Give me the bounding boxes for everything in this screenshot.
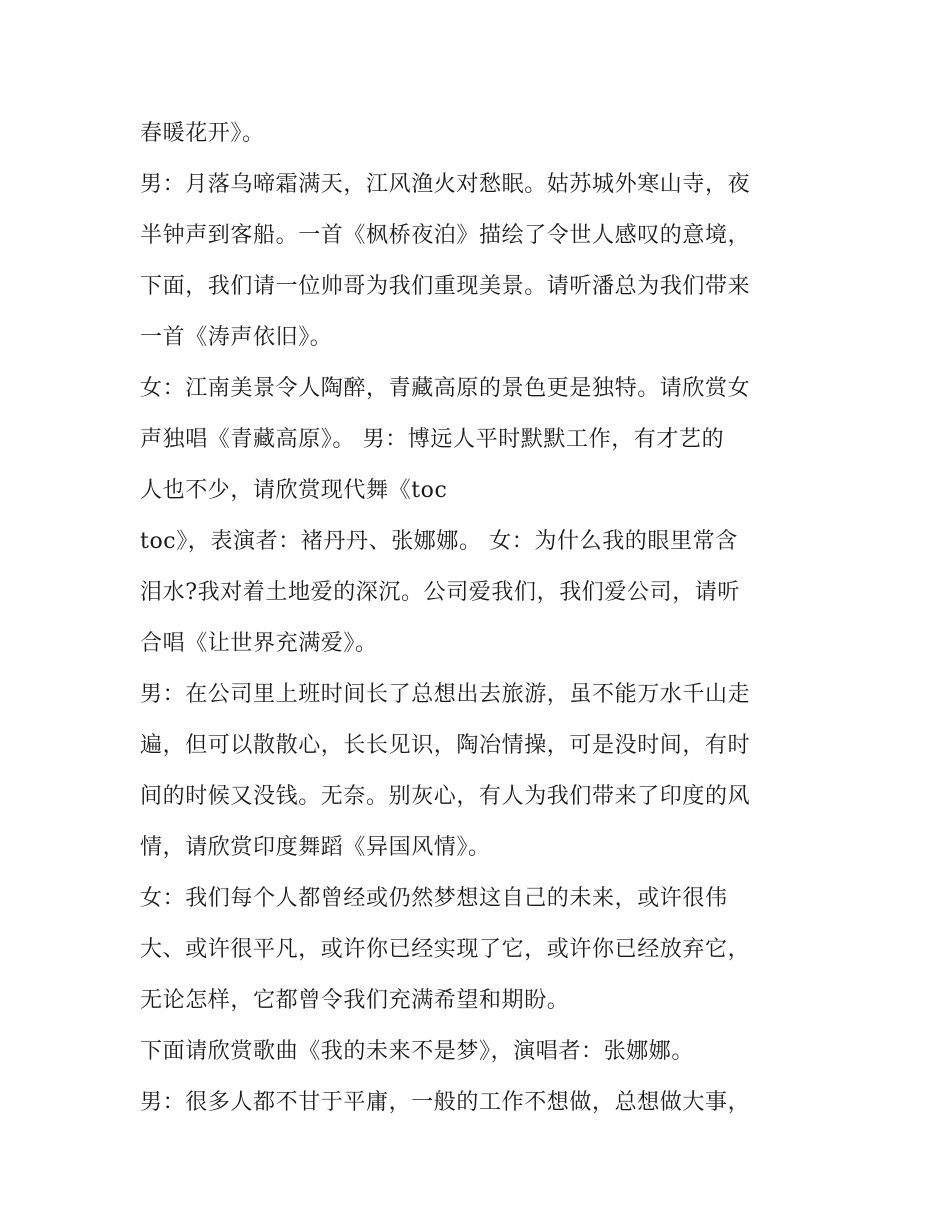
text-line: 女：江南美景令人陶醉，青藏高原的景色更是独特。请欣赏女 — [140, 376, 751, 401]
text-line: 男：很多人都不甘于平庸，一般的工作不想做，总想做大事， — [140, 1090, 751, 1115]
text-line: 情，请欣赏印度舞蹈《异国风情》。 — [140, 835, 491, 860]
text-line: 大、或许很平凡，或许你已经实现了它，或许你已经放弃它， — [140, 937, 751, 962]
text-line: 声独唱《青藏高原》。 男：博远人平时默默工作，有才艺的 — [140, 427, 725, 452]
text-line: 半钟声到客船。一首《枫桥夜泊》描绘了令世人感叹的意境， — [140, 223, 751, 248]
text-line: 女：我们每个人都曾经或仍然梦想这自己的未来，或许很伟 — [140, 886, 728, 911]
text-line: 一首《涛声依旧》。 — [140, 325, 333, 350]
text-line: 间的时候又没钱。无奈。别灰心，有人为我们带来了印度的风 — [140, 784, 751, 809]
text-line: 下面，我们请一位帅哥为我们重现美景。请听潘总为我们带来 — [140, 274, 751, 299]
text-line: 人也不少，请欣赏现代舞《toc — [140, 478, 448, 503]
text-line: 无论怎样，它都曾令我们充满希望和期盼。 — [140, 988, 570, 1013]
text-line: 合唱《让世界充满爱》。 — [140, 631, 378, 656]
text-line: 男：月落乌啼霜满天，江风渔火对愁眠。姑苏城外寒山寺，夜 — [140, 172, 751, 197]
text-line: 男：在公司里上班时间长了总想出去旅游，虽不能万水千山走 — [140, 682, 751, 707]
text-line: 遍，但可以散散心，长长见识，陶冶情操，可是没时间，有时 — [140, 733, 751, 758]
text-line: 泪水?我对着土地爱的深沉。公司爱我们，我们爱公司，请听 — [140, 580, 740, 605]
text-line: toc》，表演者：褚丹丹、张娜娜。 女：为什么我的眼里常含 — [140, 529, 738, 554]
text-line: 春暖花开》。 — [140, 121, 265, 146]
text-line: 下面请欣赏歌曲《我的未来不是梦》，演唱者：张娜娜。 — [140, 1039, 695, 1064]
document-body — [140, 108, 820, 1128]
